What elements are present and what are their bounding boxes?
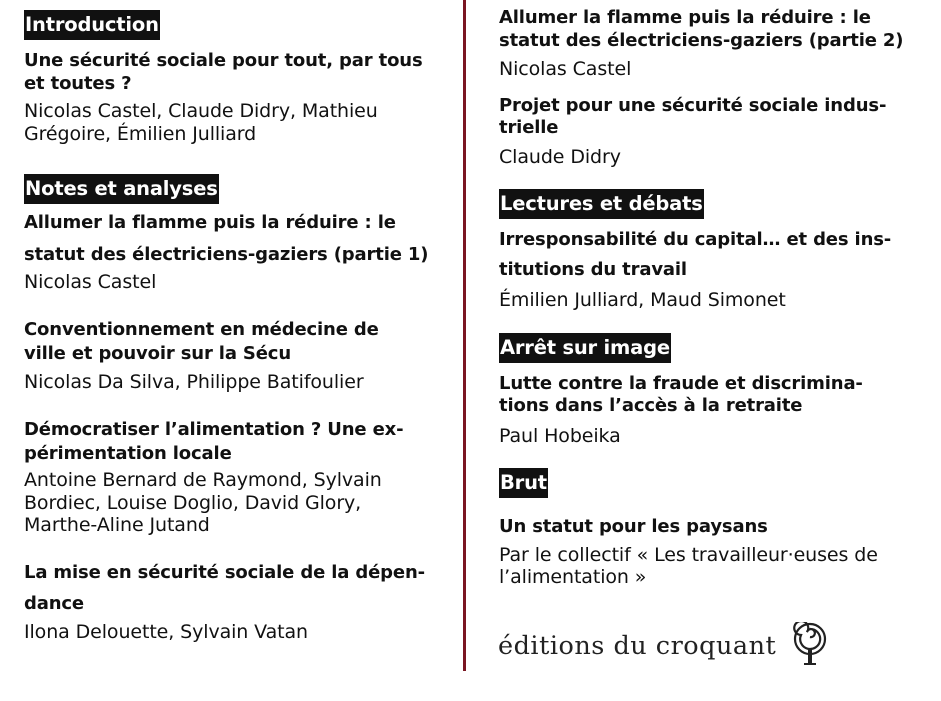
section-heading-arret: Arrêt sur image [499,333,671,363]
article-title-line: Allumer la flamme puis la réduire : le [24,212,396,233]
column-divider [463,0,466,671]
article-title-line: statut des électriciens-gaziers (partie 2) [499,30,904,51]
publisher-name: éditions du croquant [498,631,777,661]
article-authors-line: Émilien Julliard, Maud Simonet [499,289,786,311]
article-title-line: titutions du travail [499,259,687,280]
article-title-line: Allumer la flamme puis la réduire : le [499,7,871,28]
article-authors-line: Nicolas Da Silva, Philippe Batifoulier [24,371,364,393]
article-title-line: et toutes ? [24,73,132,94]
article-title-line: tions dans l’accès à la retraite [499,395,803,416]
spiral-tree-logo-icon [790,622,830,670]
section-heading-brut: Brut [499,468,548,498]
article-authors-line: Bordiec, Louise Doglio, David Glory, [24,492,362,514]
article-title-line: dance [24,593,84,614]
article-authors-line: Antoine Bernard de Raymond, Sylvain [24,469,382,491]
article-title-line: ville et pouvoir sur la Sécu [24,343,291,364]
article-authors-line: Nicolas Castel [499,58,632,80]
article-authors-line: Par le collectif « Les travailleur·euses de [499,544,878,566]
article-title-line: La mise en sécurité sociale de la dépen- [24,562,425,583]
article-title-line: Un statut pour les paysans [499,516,768,537]
article-title-line: Irresponsabilité du capital… et des ins- [499,229,892,250]
section-heading-introduction: Introduction [24,10,160,40]
article-title-line: périmentation locale [24,443,232,464]
article-authors-line: Claude Didry [499,146,621,168]
article-title-line: statut des électriciens-gaziers (partie 1) [24,244,429,265]
publisher-logo [498,624,830,668]
article-authors-line: Marthe-Aline Jutand [24,514,210,536]
article-authors-line: Nicolas Castel, Claude Didry, Mathieu [24,100,378,122]
article-title-line: Lutte contre la fraude et discrimina- [499,373,863,394]
article-title-line: Projet pour une sécurité sociale indus- [499,95,887,116]
section-heading-notes: Notes et analyses [24,174,219,204]
section-heading-lectures: Lectures et débats [499,189,704,219]
article-title-line: trielle [499,117,559,138]
article-authors-line: Grégoire, Émilien Julliard [24,123,257,145]
article-authors-line: Ilona Delouette, Sylvain Vatan [24,621,308,643]
article-title-line: Une sécurité sociale pour tout, par tous [24,50,423,71]
article-authors-line: l’alimentation » [499,566,647,588]
article-title-line: Démocratiser l’alimentation ? Une ex- [24,419,404,440]
article-authors-line: Nicolas Castel [24,271,157,293]
article-title-line: Conventionnement en médecine de [24,319,379,340]
article-authors-line: Paul Hobeika [499,425,621,447]
